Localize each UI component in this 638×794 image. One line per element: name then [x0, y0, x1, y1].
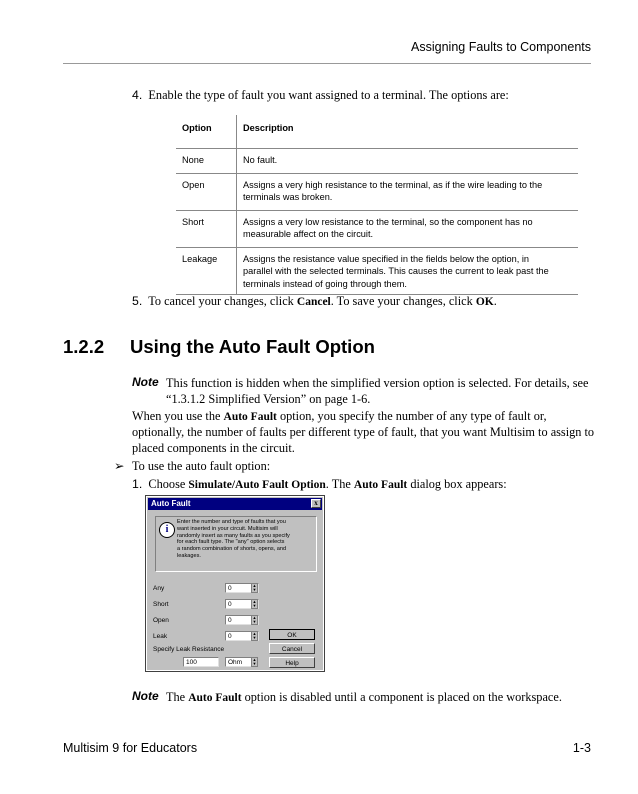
dialog-name: Auto Fault — [353, 479, 408, 491]
description-line: Assigns the resistance value specified in the fields below the option, in — [243, 253, 530, 264]
step-4-text: Enable the type of fault you want assigned to a terminal. The options are: — [148, 88, 509, 102]
step-1-text: Choose — [148, 477, 189, 491]
section-title: Using the Auto Fault Option — [130, 336, 375, 357]
resistance-unit-select[interactable]: Ohm — [225, 657, 253, 667]
intro-text: option, you specify the number of any type of fault or, — [276, 409, 547, 423]
auto-fault-term: Auto Fault — [223, 411, 277, 423]
info-text — [177, 519, 313, 560]
cancel-label: Cancel — [296, 296, 331, 308]
option-cell: Leakage — [176, 247, 237, 295]
open-label: Open — [153, 617, 169, 624]
step-5-text-pre: To cancel your changes, click — [148, 294, 297, 308]
table-row — [176, 149, 578, 174]
leak-resistance-label: Specify Leak Resistance — [153, 646, 225, 653]
any-spinner[interactable]: ▲ ▼ — [252, 583, 257, 592]
footer-title: Multisim 9 for Educators — [63, 741, 198, 755]
cancel-button[interactable]: Cancel — [269, 643, 315, 654]
step-5 — [132, 293, 497, 310]
any-label: Any — [153, 585, 165, 592]
info-line: randomly insert as many faults as you specify — [177, 532, 290, 539]
option-cell: None — [176, 149, 237, 174]
step-4-number: 4. — [132, 88, 143, 102]
step-1-text: dialog box appears: — [407, 477, 507, 491]
short-label: Short — [153, 601, 169, 608]
description-cell — [237, 247, 579, 295]
short-spinner[interactable]: ▲ ▼ — [252, 599, 257, 608]
any-input[interactable]: 0 — [225, 583, 259, 593]
leak-label: Leak — [153, 633, 168, 640]
leak-input[interactable]: 0 — [225, 631, 259, 641]
description-cell — [237, 173, 579, 210]
step-1-text: . The — [325, 477, 354, 491]
column-header-description: Description — [243, 123, 294, 133]
description-cell — [237, 149, 579, 174]
info-icon: i — [159, 522, 175, 538]
fault-options-table — [176, 115, 578, 295]
option-cell: Open — [176, 173, 237, 210]
auto-fault-term: Auto Fault — [188, 692, 242, 704]
short-input[interactable]: 0 — [225, 599, 259, 609]
auto-fault-dialog — [146, 496, 324, 671]
table-row — [176, 247, 578, 295]
description-line: measurable affect on the circuit. — [243, 229, 374, 239]
description-line: Assigns a very high resistance to the terminal, as if the wire leading to the — [243, 179, 543, 190]
note-2-text-pre: The — [166, 690, 189, 704]
description-line: parallel with the selected terminals. This causes the current to leak past the — [243, 266, 549, 276]
ok-label: OK — [475, 296, 494, 308]
description-line: Assigns a very low resistance to the terminal, so the component has no — [243, 216, 533, 227]
close-icon[interactable]: x — [311, 499, 321, 508]
step-5-text-post: . — [493, 294, 497, 308]
header-rule — [63, 63, 591, 64]
table-row — [176, 210, 578, 247]
info-line: want inserted in your circuit. Multisim will — [177, 525, 278, 532]
option-cell: Short — [176, 210, 237, 247]
intro-text: When you use the — [132, 409, 224, 423]
note-2-text-post: option is disabled until a component is placed on the workspace. — [241, 690, 562, 704]
note-label: Note — [132, 689, 159, 703]
intro-line-3: placed components in the circuit. — [132, 441, 295, 455]
unit-spinner[interactable]: ▲ ▼ — [252, 657, 257, 666]
open-spinner[interactable]: ▲ ▼ — [252, 615, 257, 624]
help-button[interactable]: Help — [269, 657, 315, 668]
intro-line-1 — [132, 408, 547, 425]
note-1-line-1: This function is hidden when the simplified version option is selected. For details, see — [166, 376, 589, 390]
table-row — [176, 173, 578, 210]
info-line: Enter the number and type of faults that you — [177, 519, 286, 525]
description-line: No fault. — [243, 155, 278, 165]
ok-button[interactable]: OK — [269, 629, 315, 640]
info-line: for each fault type. The "any" option selects — [177, 539, 285, 546]
bullet-arrow-icon: ➢ — [114, 459, 125, 473]
column-header-option: Option — [176, 115, 237, 149]
leak-spinner[interactable]: ▲ ▼ — [252, 631, 257, 640]
page-number: 1-3 — [572, 741, 591, 755]
running-header: Assigning Faults to Components — [411, 40, 591, 54]
info-line: leakages. — [177, 552, 201, 559]
step-1-number: 1. — [132, 477, 143, 491]
open-input[interactable]: 0 — [225, 615, 259, 625]
step-4 — [132, 87, 509, 103]
description-cell — [237, 210, 579, 247]
note-1-line-2: “1.3.1.2 Simplified Version” on page 1-6. — [166, 392, 371, 406]
section-number: 1.2.2 — [63, 336, 105, 357]
table-header-row — [176, 115, 578, 149]
intro-line-2: optionally, the number of faults per different type of fault, that you want Multisim to assign to — [132, 425, 595, 439]
leak-resistance-input[interactable]: 100 — [183, 657, 219, 667]
menu-path: Simulate/Auto Fault Option — [188, 479, 326, 491]
info-line: a random combination of shorts, opens, and — [177, 546, 287, 553]
note-2-text — [166, 689, 562, 706]
description-line: terminals instead of going through them. — [243, 278, 407, 289]
note-label: Note — [132, 375, 159, 389]
step-5-number: 5. — [132, 294, 143, 308]
step-1 — [132, 476, 507, 493]
bullet-text: To use the auto fault option: — [132, 459, 271, 473]
description-line: terminals was broken. — [243, 192, 333, 202]
dialog-titlebar: Auto Fault — [148, 498, 322, 510]
step-5-text-mid: . To save your changes, click — [330, 294, 476, 308]
